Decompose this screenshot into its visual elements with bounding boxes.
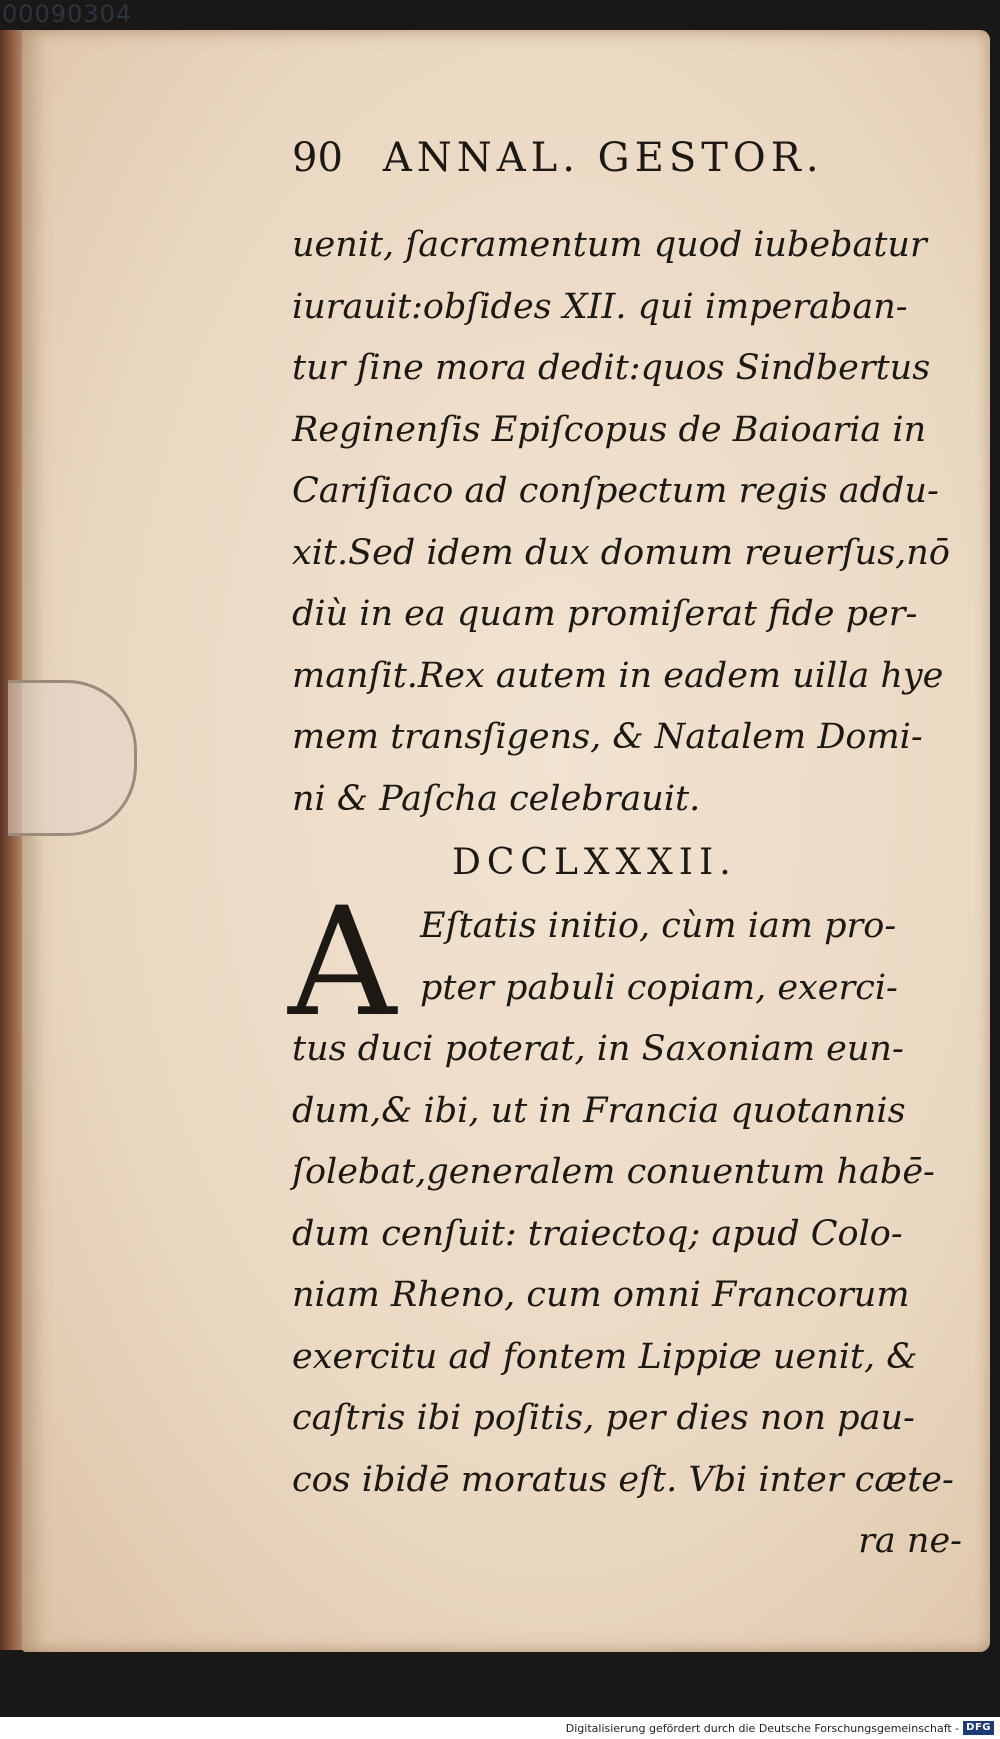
page-tab-strip bbox=[8, 680, 137, 836]
text-line: Eſtatis initio, cùm iam pro- bbox=[420, 906, 897, 946]
text-line: uenit, ſacramentum quod iubebatur bbox=[292, 225, 927, 265]
drop-initial: A bbox=[288, 876, 397, 1050]
catchword: ra ne- bbox=[858, 1521, 962, 1561]
text-line: Cariſiaco ad conſpectum regis addu- bbox=[292, 471, 939, 511]
text-block bbox=[288, 135, 962, 1573]
text-line: ſolebat,generalem conuentum habē- bbox=[292, 1152, 935, 1192]
text-line: tus duci poterat, in Saxoniam eun- bbox=[292, 1029, 904, 1069]
book-page bbox=[22, 30, 990, 1652]
page-number: 90 bbox=[292, 135, 343, 181]
scan-number: 00090304 bbox=[2, 0, 133, 28]
text-line: niam Rheno, cum omni Francorum bbox=[292, 1275, 910, 1315]
text-line: mem transſigens, & Natalem Domi- bbox=[292, 717, 923, 757]
footer-bar bbox=[0, 1717, 1000, 1739]
text-line: exercitu ad fontem Lippiæ uenit, & bbox=[292, 1336, 918, 1377]
text-line: iurauit:obſides XII. qui imperaban- bbox=[292, 286, 908, 327]
text-line: cos ibidē moratus eſt. Vbi inter cæte- bbox=[292, 1459, 954, 1500]
dfg-logo: DFG bbox=[963, 1721, 994, 1735]
text-line: diù in ea quam promiſerat fide per- bbox=[292, 594, 918, 634]
running-head bbox=[292, 135, 962, 215]
text-line: dum cenſuit: traiectoq; apud Colo- bbox=[292, 1213, 903, 1254]
running-title: ANNAL. GESTOR. bbox=[382, 135, 824, 181]
text-line: pter pabuli copiam, exerci- bbox=[420, 967, 898, 1008]
text-line: manſit.Rex autem in eadem uilla hye bbox=[292, 655, 944, 696]
year-heading: DCCLXXXII. bbox=[452, 842, 737, 883]
paragraph-1 bbox=[292, 215, 962, 830]
paragraph-2 bbox=[288, 876, 962, 1511]
text-line: tur ſine mora dedit:quos Sindbertus bbox=[292, 348, 931, 388]
footer-credit: Digitalisierung gefördert durch die Deutsche Forschungsgemeinschaft - bbox=[565, 1721, 960, 1735]
text-line: dum,& ibi, ut in Francia quotannis bbox=[292, 1090, 906, 1131]
text-line: Reginenſis Epiſcopus de Baioaria in bbox=[292, 409, 927, 450]
text-line: xit.Sed idem dux domum reuerſus,nō bbox=[292, 532, 950, 573]
text-line: caſtris ibi poſitis, per dies non pau- bbox=[292, 1398, 915, 1438]
text-line: ni & Paſcha celebrauit. bbox=[292, 778, 701, 819]
